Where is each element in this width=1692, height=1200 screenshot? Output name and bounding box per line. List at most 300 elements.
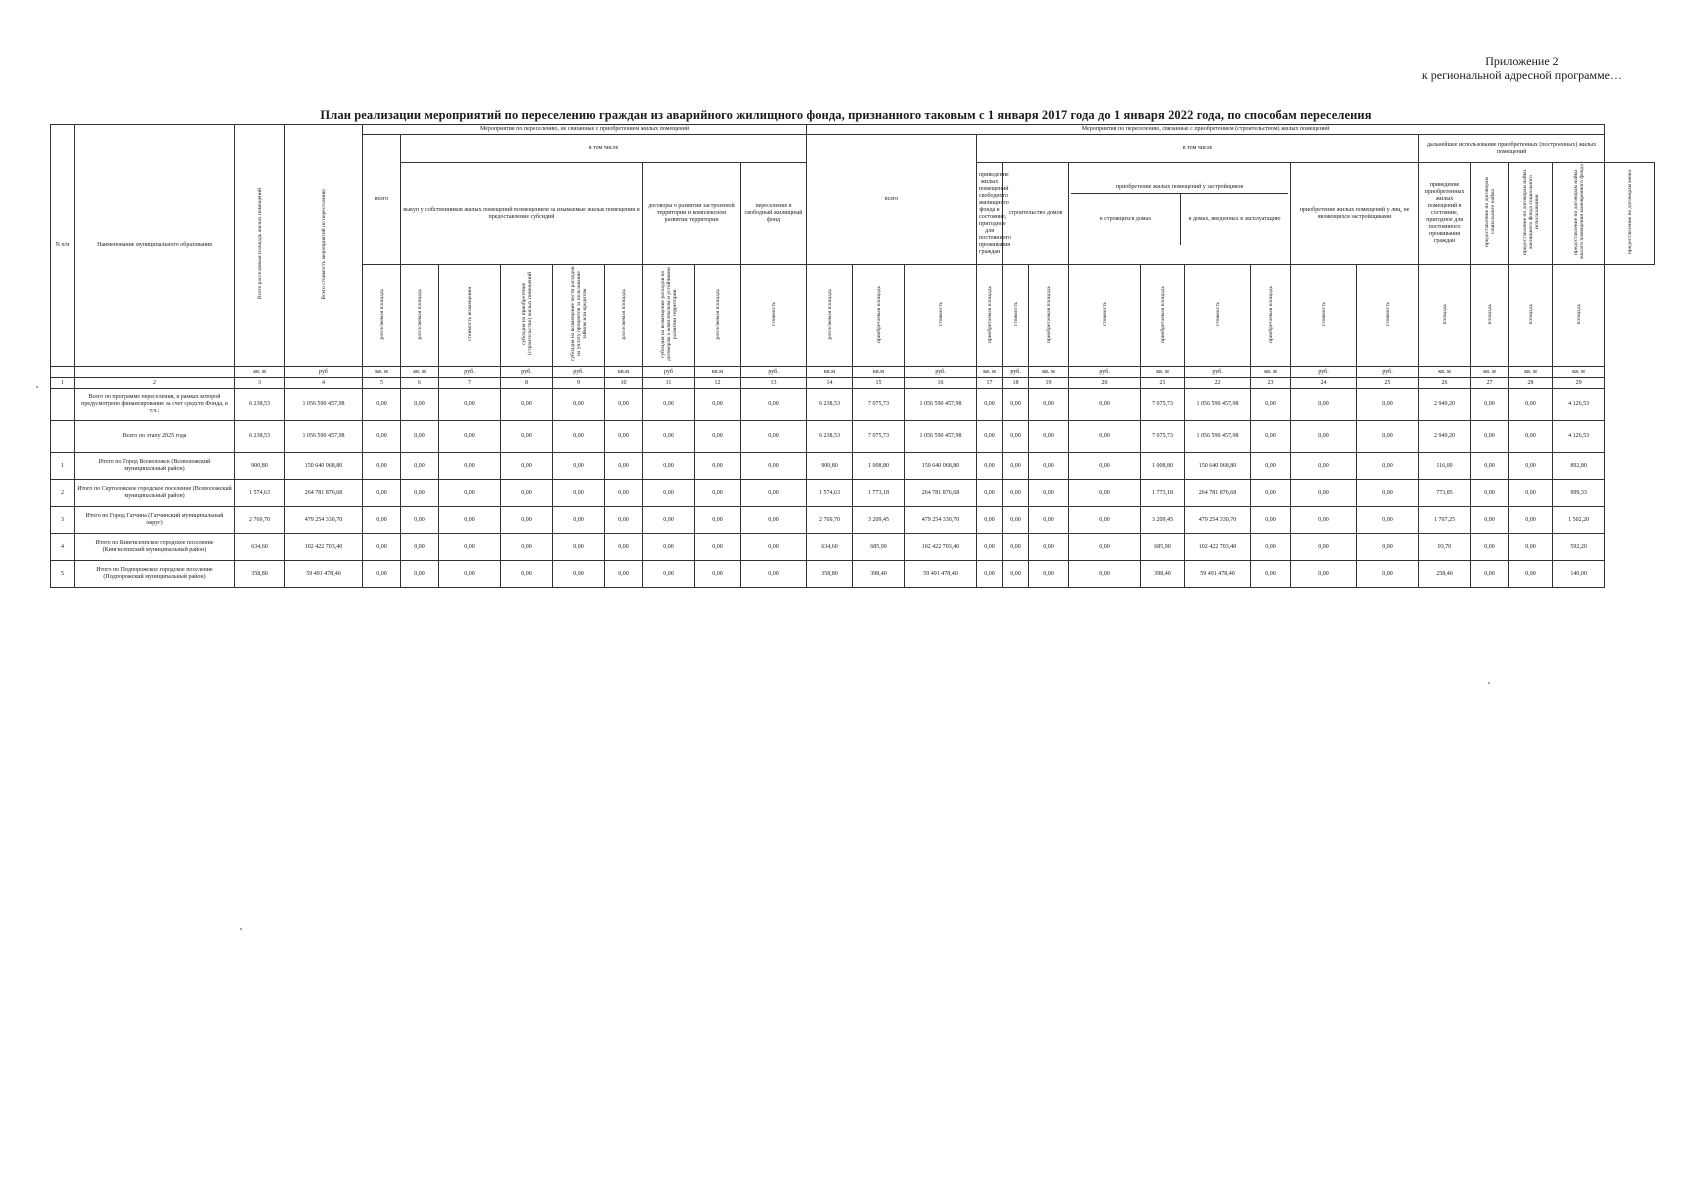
row-number: 4 bbox=[51, 534, 75, 561]
subcol-header: стоимость bbox=[1357, 265, 1419, 367]
value-cell: 0,00 bbox=[1291, 534, 1357, 561]
value-cell: 358,80 bbox=[807, 561, 853, 588]
value-cell: 2 769,70 bbox=[235, 507, 285, 534]
header-name: Наименование муниципального образования bbox=[75, 125, 235, 367]
value-cell: 0,00 bbox=[741, 421, 807, 453]
value-cell: 264 781 876,68 bbox=[905, 480, 977, 507]
value-cell: 1 056 590 457,98 bbox=[285, 421, 363, 453]
header-b-total: всего bbox=[807, 135, 977, 265]
value-cell: 0,00 bbox=[501, 534, 553, 561]
header-further-col-2: предоставление по договорам найма жилищного фонда социального использования bbox=[1509, 163, 1553, 265]
value-cell: 0,00 bbox=[695, 507, 741, 534]
unit-cell: кв. м bbox=[1419, 367, 1471, 378]
value-cell: 6 238,53 bbox=[235, 389, 285, 421]
row-number bbox=[51, 421, 75, 453]
relocation-plan-table bbox=[50, 124, 1655, 588]
value-cell: 0,00 bbox=[1251, 561, 1291, 588]
subcol-header: расселяемая площадь bbox=[363, 265, 401, 367]
value-cell: 0,00 bbox=[977, 561, 1003, 588]
header-a-total: всего bbox=[363, 135, 401, 265]
value-cell: 0,00 bbox=[1069, 421, 1141, 453]
row-number bbox=[51, 389, 75, 421]
column-number: 19 bbox=[1029, 378, 1069, 389]
subcol-header: приобретаемая площадь bbox=[1141, 265, 1185, 367]
value-cell: 3 209,45 bbox=[1141, 507, 1185, 534]
value-cell: 0,00 bbox=[1029, 480, 1069, 507]
value-cell: 479 254 330,70 bbox=[1185, 507, 1251, 534]
subcol-header: стоимость bbox=[1185, 265, 1251, 367]
value-cell: 0,00 bbox=[605, 453, 643, 480]
value-cell: 0,00 bbox=[1029, 453, 1069, 480]
value-cell: 1 574,63 bbox=[807, 480, 853, 507]
value-cell: 0,00 bbox=[1357, 389, 1419, 421]
value-cell: 0,00 bbox=[695, 480, 741, 507]
value-cell: 0,00 bbox=[1029, 534, 1069, 561]
value-cell: 0,00 bbox=[977, 480, 1003, 507]
value-cell: 0,00 bbox=[977, 534, 1003, 561]
value-cell: 0,00 bbox=[1003, 534, 1029, 561]
subcol-header: приобретаемая площадь bbox=[1251, 265, 1291, 367]
column-number: 10 bbox=[605, 378, 643, 389]
column-number: 21 bbox=[1141, 378, 1185, 389]
value-cell: 0,00 bbox=[1291, 507, 1357, 534]
column-number: 24 bbox=[1291, 378, 1357, 389]
header-further-col-4: предоставление по договорам мены bbox=[1605, 163, 1655, 265]
value-cell: 0,00 bbox=[1029, 389, 1069, 421]
value-cell: 0,00 bbox=[401, 480, 439, 507]
unit-cell: руб bbox=[643, 367, 695, 378]
column-number: 11 bbox=[643, 378, 695, 389]
value-cell: 0,00 bbox=[501, 507, 553, 534]
value-cell: 0,00 bbox=[1003, 421, 1029, 453]
value-cell: 0,00 bbox=[439, 507, 501, 534]
unit-cell: руб. bbox=[905, 367, 977, 378]
table-row bbox=[51, 480, 1655, 507]
value-cell: 0,00 bbox=[605, 561, 643, 588]
value-cell: 0,00 bbox=[401, 507, 439, 534]
value-cell: 1 008,80 bbox=[1141, 453, 1185, 480]
unit-cell: руб. bbox=[1291, 367, 1357, 378]
column-number: 25 bbox=[1357, 378, 1419, 389]
value-cell: 0,00 bbox=[977, 421, 1003, 453]
value-cell: 1 773,18 bbox=[1141, 480, 1185, 507]
value-cell: 0,00 bbox=[1357, 480, 1419, 507]
column-number: 8 bbox=[501, 378, 553, 389]
value-cell: 0,00 bbox=[1357, 421, 1419, 453]
value-cell: 0,00 bbox=[363, 534, 401, 561]
value-cell: 0,00 bbox=[363, 453, 401, 480]
value-cell: 592,20 bbox=[1553, 534, 1605, 561]
column-number: 4 bbox=[285, 378, 363, 389]
value-cell: 0,00 bbox=[695, 453, 741, 480]
value-cell: 0,00 bbox=[1357, 534, 1419, 561]
value-cell: 0,00 bbox=[695, 389, 741, 421]
value-cell: 0,00 bbox=[1509, 389, 1553, 421]
column-number: 17 bbox=[977, 378, 1003, 389]
unit-cell: руб bbox=[285, 367, 363, 378]
value-cell: 0,00 bbox=[741, 480, 807, 507]
value-cell: 0,00 bbox=[553, 534, 605, 561]
subcol-header: стоимость возмещения bbox=[439, 265, 501, 367]
value-cell: 358,80 bbox=[235, 561, 285, 588]
value-cell: 685,90 bbox=[853, 534, 905, 561]
value-cell: 59 491 478,40 bbox=[905, 561, 977, 588]
value-cell: 999,33 bbox=[1553, 480, 1605, 507]
value-cell: 0,00 bbox=[439, 389, 501, 421]
value-cell: 59 491 478,40 bbox=[285, 561, 363, 588]
value-cell: 479 254 330,70 bbox=[285, 507, 363, 534]
header-purchase-dev-label: приобретение жилых помещений у застройщиков bbox=[1071, 182, 1288, 194]
column-number: 6 bbox=[401, 378, 439, 389]
value-cell: 0,00 bbox=[401, 389, 439, 421]
value-cell: 1 574,63 bbox=[235, 480, 285, 507]
value-cell: 398,40 bbox=[1141, 561, 1185, 588]
value-cell: 0,00 bbox=[501, 389, 553, 421]
header-bringing2: приведение приобретенных жилых помещений в состояние, пригодное для постоянного проживания граждан bbox=[1419, 163, 1471, 265]
appendix-line-1: Приложение 2 bbox=[1485, 54, 1559, 68]
unit-cell: руб. bbox=[1185, 367, 1251, 378]
value-cell: 1 056 590 457,98 bbox=[1185, 421, 1251, 453]
value-cell: 150 640 068,80 bbox=[905, 453, 977, 480]
value-cell: 0,00 bbox=[501, 561, 553, 588]
column-number: 18 bbox=[1003, 378, 1029, 389]
value-cell: 0,00 bbox=[1029, 421, 1069, 453]
value-cell: 1 056 590 457,98 bbox=[285, 389, 363, 421]
header-further-col-1: предоставление по договорам социального найма bbox=[1471, 163, 1509, 265]
value-cell: 0,00 bbox=[695, 534, 741, 561]
value-cell: 0,00 bbox=[553, 453, 605, 480]
scan-speck bbox=[1488, 682, 1490, 684]
unit-cell: руб. bbox=[439, 367, 501, 378]
value-cell: 150 640 068,80 bbox=[285, 453, 363, 480]
table-row bbox=[51, 534, 1655, 561]
value-cell: 1 008,80 bbox=[853, 453, 905, 480]
unit-cell: кв. м bbox=[1553, 367, 1605, 378]
column-number: 3 bbox=[235, 378, 285, 389]
value-cell: 0,00 bbox=[741, 507, 807, 534]
value-cell: 0,00 bbox=[363, 421, 401, 453]
value-cell: 0,00 bbox=[1509, 534, 1553, 561]
unit-cell: кв.м bbox=[807, 367, 853, 378]
value-cell: 7 075,73 bbox=[853, 389, 905, 421]
value-cell: 264 781 876,68 bbox=[285, 480, 363, 507]
column-number: 23 bbox=[1251, 378, 1291, 389]
column-number: 26 bbox=[1419, 378, 1471, 389]
value-cell: 0,00 bbox=[1003, 561, 1029, 588]
value-cell: 0,00 bbox=[1003, 453, 1029, 480]
value-cell: 0,00 bbox=[605, 480, 643, 507]
column-number: 13 bbox=[741, 378, 807, 389]
value-cell: 0,00 bbox=[1029, 507, 1069, 534]
unit-cell bbox=[51, 367, 75, 378]
value-cell: 0,00 bbox=[401, 453, 439, 480]
row-municipality-name: Итого по Сертоловское городское поселение (Всеволожский муниципальный район) bbox=[75, 480, 235, 507]
header-total-cost: Всего стоимость мероприятий по переселению bbox=[285, 125, 363, 367]
value-cell: 7 075,73 bbox=[1141, 389, 1185, 421]
value-cell: 0,00 bbox=[1509, 453, 1553, 480]
header-a-incl: в том числе bbox=[401, 135, 807, 163]
column-number: 2 bbox=[75, 378, 235, 389]
unit-cell: руб. bbox=[1069, 367, 1141, 378]
value-cell: 0,00 bbox=[977, 389, 1003, 421]
unit-cell: кв.м bbox=[695, 367, 741, 378]
header-purchase-dev bbox=[1069, 163, 1291, 265]
subcol-header: субсидия на возмещение расходов по договорам о комплексном и устойчивом развитии территории bbox=[643, 265, 695, 367]
unit-cell: кв.м bbox=[853, 367, 905, 378]
value-cell: 0,00 bbox=[977, 507, 1003, 534]
column-number: 9 bbox=[553, 378, 605, 389]
value-cell: 1 056 590 457,98 bbox=[905, 421, 977, 453]
row-number: 2 bbox=[51, 480, 75, 507]
unit-cell: кв. м bbox=[1029, 367, 1069, 378]
row-municipality-name: Итого по Подпорожское городское поселение (Подпорожский муниципальный район) bbox=[75, 561, 235, 588]
unit-cell: кв. м bbox=[977, 367, 1003, 378]
value-cell: 0,00 bbox=[1251, 453, 1291, 480]
row-municipality-name: Всего по программе переселения, в рамках которой предусмотрено финансирование за счет средств Фонда, в т.ч.: bbox=[75, 389, 235, 421]
value-cell: 0,00 bbox=[1357, 561, 1419, 588]
header-further-col-3: предоставление по договорам найма жилого помещения маневренного фонда bbox=[1553, 163, 1605, 265]
value-cell: 892,80 bbox=[1553, 453, 1605, 480]
value-cell: 0,00 bbox=[1471, 534, 1509, 561]
value-cell: 0,00 bbox=[439, 453, 501, 480]
value-cell: 0,00 bbox=[1509, 480, 1553, 507]
value-cell: 102 422 703,40 bbox=[1185, 534, 1251, 561]
value-cell: 4 126,53 bbox=[1553, 421, 1605, 453]
value-cell: 0,00 bbox=[605, 389, 643, 421]
value-cell: 0,00 bbox=[1069, 453, 1141, 480]
value-cell: 0,00 bbox=[1471, 421, 1509, 453]
value-cell: 0,00 bbox=[1509, 507, 1553, 534]
header-relocation: переселение в свободный жилищный фонд bbox=[741, 163, 807, 265]
value-cell: 0,00 bbox=[1291, 421, 1357, 453]
value-cell: 0,00 bbox=[363, 507, 401, 534]
value-cell: 7 075,73 bbox=[1141, 421, 1185, 453]
subcol-header: стоимость bbox=[905, 265, 977, 367]
value-cell: 0,00 bbox=[1291, 480, 1357, 507]
value-cell: 3 209,45 bbox=[853, 507, 905, 534]
value-cell: 685,90 bbox=[1141, 534, 1185, 561]
value-cell: 264 781 876,68 bbox=[1185, 480, 1251, 507]
value-cell: 0,00 bbox=[439, 421, 501, 453]
value-cell: 0,00 bbox=[695, 421, 741, 453]
header-in-operation: в домах, введенных в эксплуатацию bbox=[1188, 216, 1281, 222]
column-number: 28 bbox=[1509, 378, 1553, 389]
value-cell: 93,70 bbox=[1419, 534, 1471, 561]
value-cell: 2 769,70 bbox=[807, 507, 853, 534]
subcol-header: расселяемая площадь bbox=[807, 265, 853, 367]
value-cell: 102 422 703,40 bbox=[905, 534, 977, 561]
value-cell: 0,00 bbox=[1251, 507, 1291, 534]
value-cell: 0,00 bbox=[643, 421, 695, 453]
value-cell: 0,00 bbox=[363, 480, 401, 507]
unit-cell: руб. bbox=[741, 367, 807, 378]
header-bringing: приведение жилых помещений свободного жилищного фонда в состояние, пригодное для постоянного проживания граждан bbox=[977, 163, 1003, 265]
value-cell: 0,00 bbox=[977, 453, 1003, 480]
row-municipality-name: Всего по этапу 2025 года bbox=[75, 421, 235, 453]
value-cell: 0,00 bbox=[643, 561, 695, 588]
value-cell: 116,00 bbox=[1419, 453, 1471, 480]
column-number: 22 bbox=[1185, 378, 1251, 389]
header-total-area: Всего расселяемая площадь жилых помещений bbox=[235, 125, 285, 367]
value-cell: 0,00 bbox=[439, 480, 501, 507]
value-cell: 0,00 bbox=[1509, 421, 1553, 453]
appendix-line-2: к региональной адресной программе… bbox=[1421, 68, 1622, 82]
value-cell: 0,00 bbox=[401, 421, 439, 453]
row-number: 5 bbox=[51, 561, 75, 588]
value-cell: 0,00 bbox=[643, 534, 695, 561]
value-cell: 0,00 bbox=[1069, 480, 1141, 507]
column-number: 14 bbox=[807, 378, 853, 389]
value-cell: 258,40 bbox=[1419, 561, 1471, 588]
header-group-purchase: Мероприятия по переселению, связанные с приобретением (строительством) жилых помещений bbox=[807, 125, 1605, 135]
value-cell: 102 422 703,40 bbox=[285, 534, 363, 561]
value-cell: 0,00 bbox=[363, 561, 401, 588]
value-cell: 0,00 bbox=[1291, 453, 1357, 480]
value-cell: 0,00 bbox=[1251, 480, 1291, 507]
value-cell: 0,00 bbox=[1357, 507, 1419, 534]
value-cell: 634,60 bbox=[235, 534, 285, 561]
value-cell: 0,00 bbox=[501, 480, 553, 507]
value-cell: 0,00 bbox=[643, 453, 695, 480]
value-cell: 1 056 590 457,98 bbox=[905, 389, 977, 421]
value-cell: 0,00 bbox=[553, 480, 605, 507]
unit-cell: кв. м bbox=[1509, 367, 1553, 378]
subcol-header: приобретаемая площадь bbox=[1029, 265, 1069, 367]
value-cell: 0,00 bbox=[1069, 561, 1141, 588]
value-cell: 0,00 bbox=[1003, 507, 1029, 534]
column-number: 16 bbox=[905, 378, 977, 389]
value-cell: 2 949,20 bbox=[1419, 389, 1471, 421]
value-cell: 0,00 bbox=[741, 453, 807, 480]
scan-speck bbox=[240, 928, 242, 930]
subcol-header: стоимость bbox=[1291, 265, 1357, 367]
value-cell: 0,00 bbox=[1471, 389, 1509, 421]
value-cell: 0,00 bbox=[1357, 453, 1419, 480]
value-cell: 0,00 bbox=[1471, 507, 1509, 534]
value-cell: 0,00 bbox=[401, 561, 439, 588]
column-number: 1 bbox=[51, 378, 75, 389]
header-purchase-non-dev: приобретение жилых помещений у лиц, не являющихся застройщиками bbox=[1291, 163, 1419, 265]
row-municipality-name: Итого по Город Всеволожск (Всеволожский муниципальный район) bbox=[75, 453, 235, 480]
value-cell: 0,00 bbox=[1251, 534, 1291, 561]
column-number: 12 bbox=[695, 378, 741, 389]
subcol-header: приобретаемая площадь bbox=[977, 265, 1003, 367]
unit-cell: кв.м bbox=[605, 367, 643, 378]
subcol-header: площадь bbox=[1509, 265, 1553, 367]
value-cell: 59 491 478,40 bbox=[1185, 561, 1251, 588]
table-row bbox=[51, 421, 1655, 453]
appendix-header bbox=[1422, 54, 1622, 82]
value-cell: 0,00 bbox=[1029, 561, 1069, 588]
column-number: 27 bbox=[1471, 378, 1509, 389]
unit-cell: кв. м bbox=[401, 367, 439, 378]
row-number: 1 bbox=[51, 453, 75, 480]
header-buyout: выкуп у собственников жилых помещений возмещением за изымаемые жилые помещения и предоставление субсидий bbox=[401, 163, 643, 265]
value-cell: 7 075,73 bbox=[853, 421, 905, 453]
unit-cell: руб. bbox=[1357, 367, 1419, 378]
subcol-header: площадь bbox=[1553, 265, 1605, 367]
column-number: 29 bbox=[1553, 378, 1605, 389]
value-cell: 0,00 bbox=[553, 507, 605, 534]
value-cell: 1 502,20 bbox=[1553, 507, 1605, 534]
value-cell: 1 707,25 bbox=[1419, 507, 1471, 534]
value-cell: 0,00 bbox=[643, 507, 695, 534]
subcol-header: приобретаемая площадь bbox=[853, 265, 905, 367]
value-cell: 4 126,53 bbox=[1553, 389, 1605, 421]
value-cell: 1 056 590 457,98 bbox=[1185, 389, 1251, 421]
value-cell: 0,00 bbox=[1069, 534, 1141, 561]
value-cell: 0,00 bbox=[1069, 507, 1141, 534]
subcol-header: площадь bbox=[1419, 265, 1471, 367]
value-cell: 0,00 bbox=[439, 561, 501, 588]
subcol-header: субсидия на приобретение (строительство) жилых помещений bbox=[501, 265, 553, 367]
value-cell: 0,00 bbox=[553, 561, 605, 588]
value-cell: 0,00 bbox=[1509, 561, 1553, 588]
value-cell: 0,00 bbox=[643, 480, 695, 507]
value-cell: 0,00 bbox=[605, 507, 643, 534]
value-cell: 0,00 bbox=[1251, 389, 1291, 421]
value-cell: 6 238,53 bbox=[235, 421, 285, 453]
header-group-not-purchase: Мероприятия по переселению, не связанные с приобретением жилых помещений bbox=[363, 125, 807, 135]
value-cell: 773,85 bbox=[1419, 480, 1471, 507]
value-cell: 6 238,53 bbox=[807, 421, 853, 453]
unit-cell: кв. м bbox=[235, 367, 285, 378]
value-cell: 0,00 bbox=[1471, 480, 1509, 507]
value-cell: 0,00 bbox=[741, 561, 807, 588]
value-cell: 0,00 bbox=[741, 389, 807, 421]
unit-cell: кв. м bbox=[1141, 367, 1185, 378]
row-number: 3 bbox=[51, 507, 75, 534]
column-number: 7 bbox=[439, 378, 501, 389]
value-cell: 634,60 bbox=[807, 534, 853, 561]
table-row bbox=[51, 389, 1655, 421]
value-cell: 0,00 bbox=[695, 561, 741, 588]
value-cell: 0,00 bbox=[439, 534, 501, 561]
value-cell: 0,00 bbox=[1471, 561, 1509, 588]
table-row bbox=[51, 561, 1655, 588]
value-cell: 150 640 068,80 bbox=[1185, 453, 1251, 480]
subcol-header: субсидия на возмещение части расходов на уплату процентов за пользование займом или кредитом bbox=[553, 265, 605, 367]
value-cell: 0,00 bbox=[363, 389, 401, 421]
header-construction: строительство домов bbox=[1003, 163, 1069, 265]
value-cell: 398,40 bbox=[853, 561, 905, 588]
unit-cell: руб. bbox=[501, 367, 553, 378]
row-municipality-name: Итого по Город Гатчина (Гатчинский муниципальный округ) bbox=[75, 507, 235, 534]
subcol-header: стоимость bbox=[1069, 265, 1141, 367]
row-municipality-name: Итого по Кингисеппское городское поселение (Кингисеппский муниципальный район) bbox=[75, 534, 235, 561]
subcol-header: стоимость bbox=[1003, 265, 1029, 367]
value-cell: 140,00 bbox=[1553, 561, 1605, 588]
subcol-header: расселяемая площадь bbox=[605, 265, 643, 367]
value-cell: 0,00 bbox=[1471, 453, 1509, 480]
unit-cell: кв. м bbox=[1251, 367, 1291, 378]
unit-cell: руб. bbox=[553, 367, 605, 378]
header-b-incl: в том числе bbox=[977, 135, 1419, 163]
column-number: 15 bbox=[853, 378, 905, 389]
value-cell: 0,00 bbox=[1291, 389, 1357, 421]
value-cell: 0,00 bbox=[501, 453, 553, 480]
subcol-header: расселяемая площадь bbox=[401, 265, 439, 367]
table-row bbox=[51, 507, 1655, 534]
subcol-header: площадь bbox=[1471, 265, 1509, 367]
value-cell: 1 773,18 bbox=[853, 480, 905, 507]
value-cell: 0,00 bbox=[553, 421, 605, 453]
header-further-use: дальнейшее использование приобретенных (построенных) жилых помещений bbox=[1419, 135, 1605, 163]
value-cell: 0,00 bbox=[605, 534, 643, 561]
header-under-construction: в строящихся домах bbox=[1071, 194, 1181, 245]
subcol-header: стоимость bbox=[741, 265, 807, 367]
value-cell: 0,00 bbox=[741, 534, 807, 561]
